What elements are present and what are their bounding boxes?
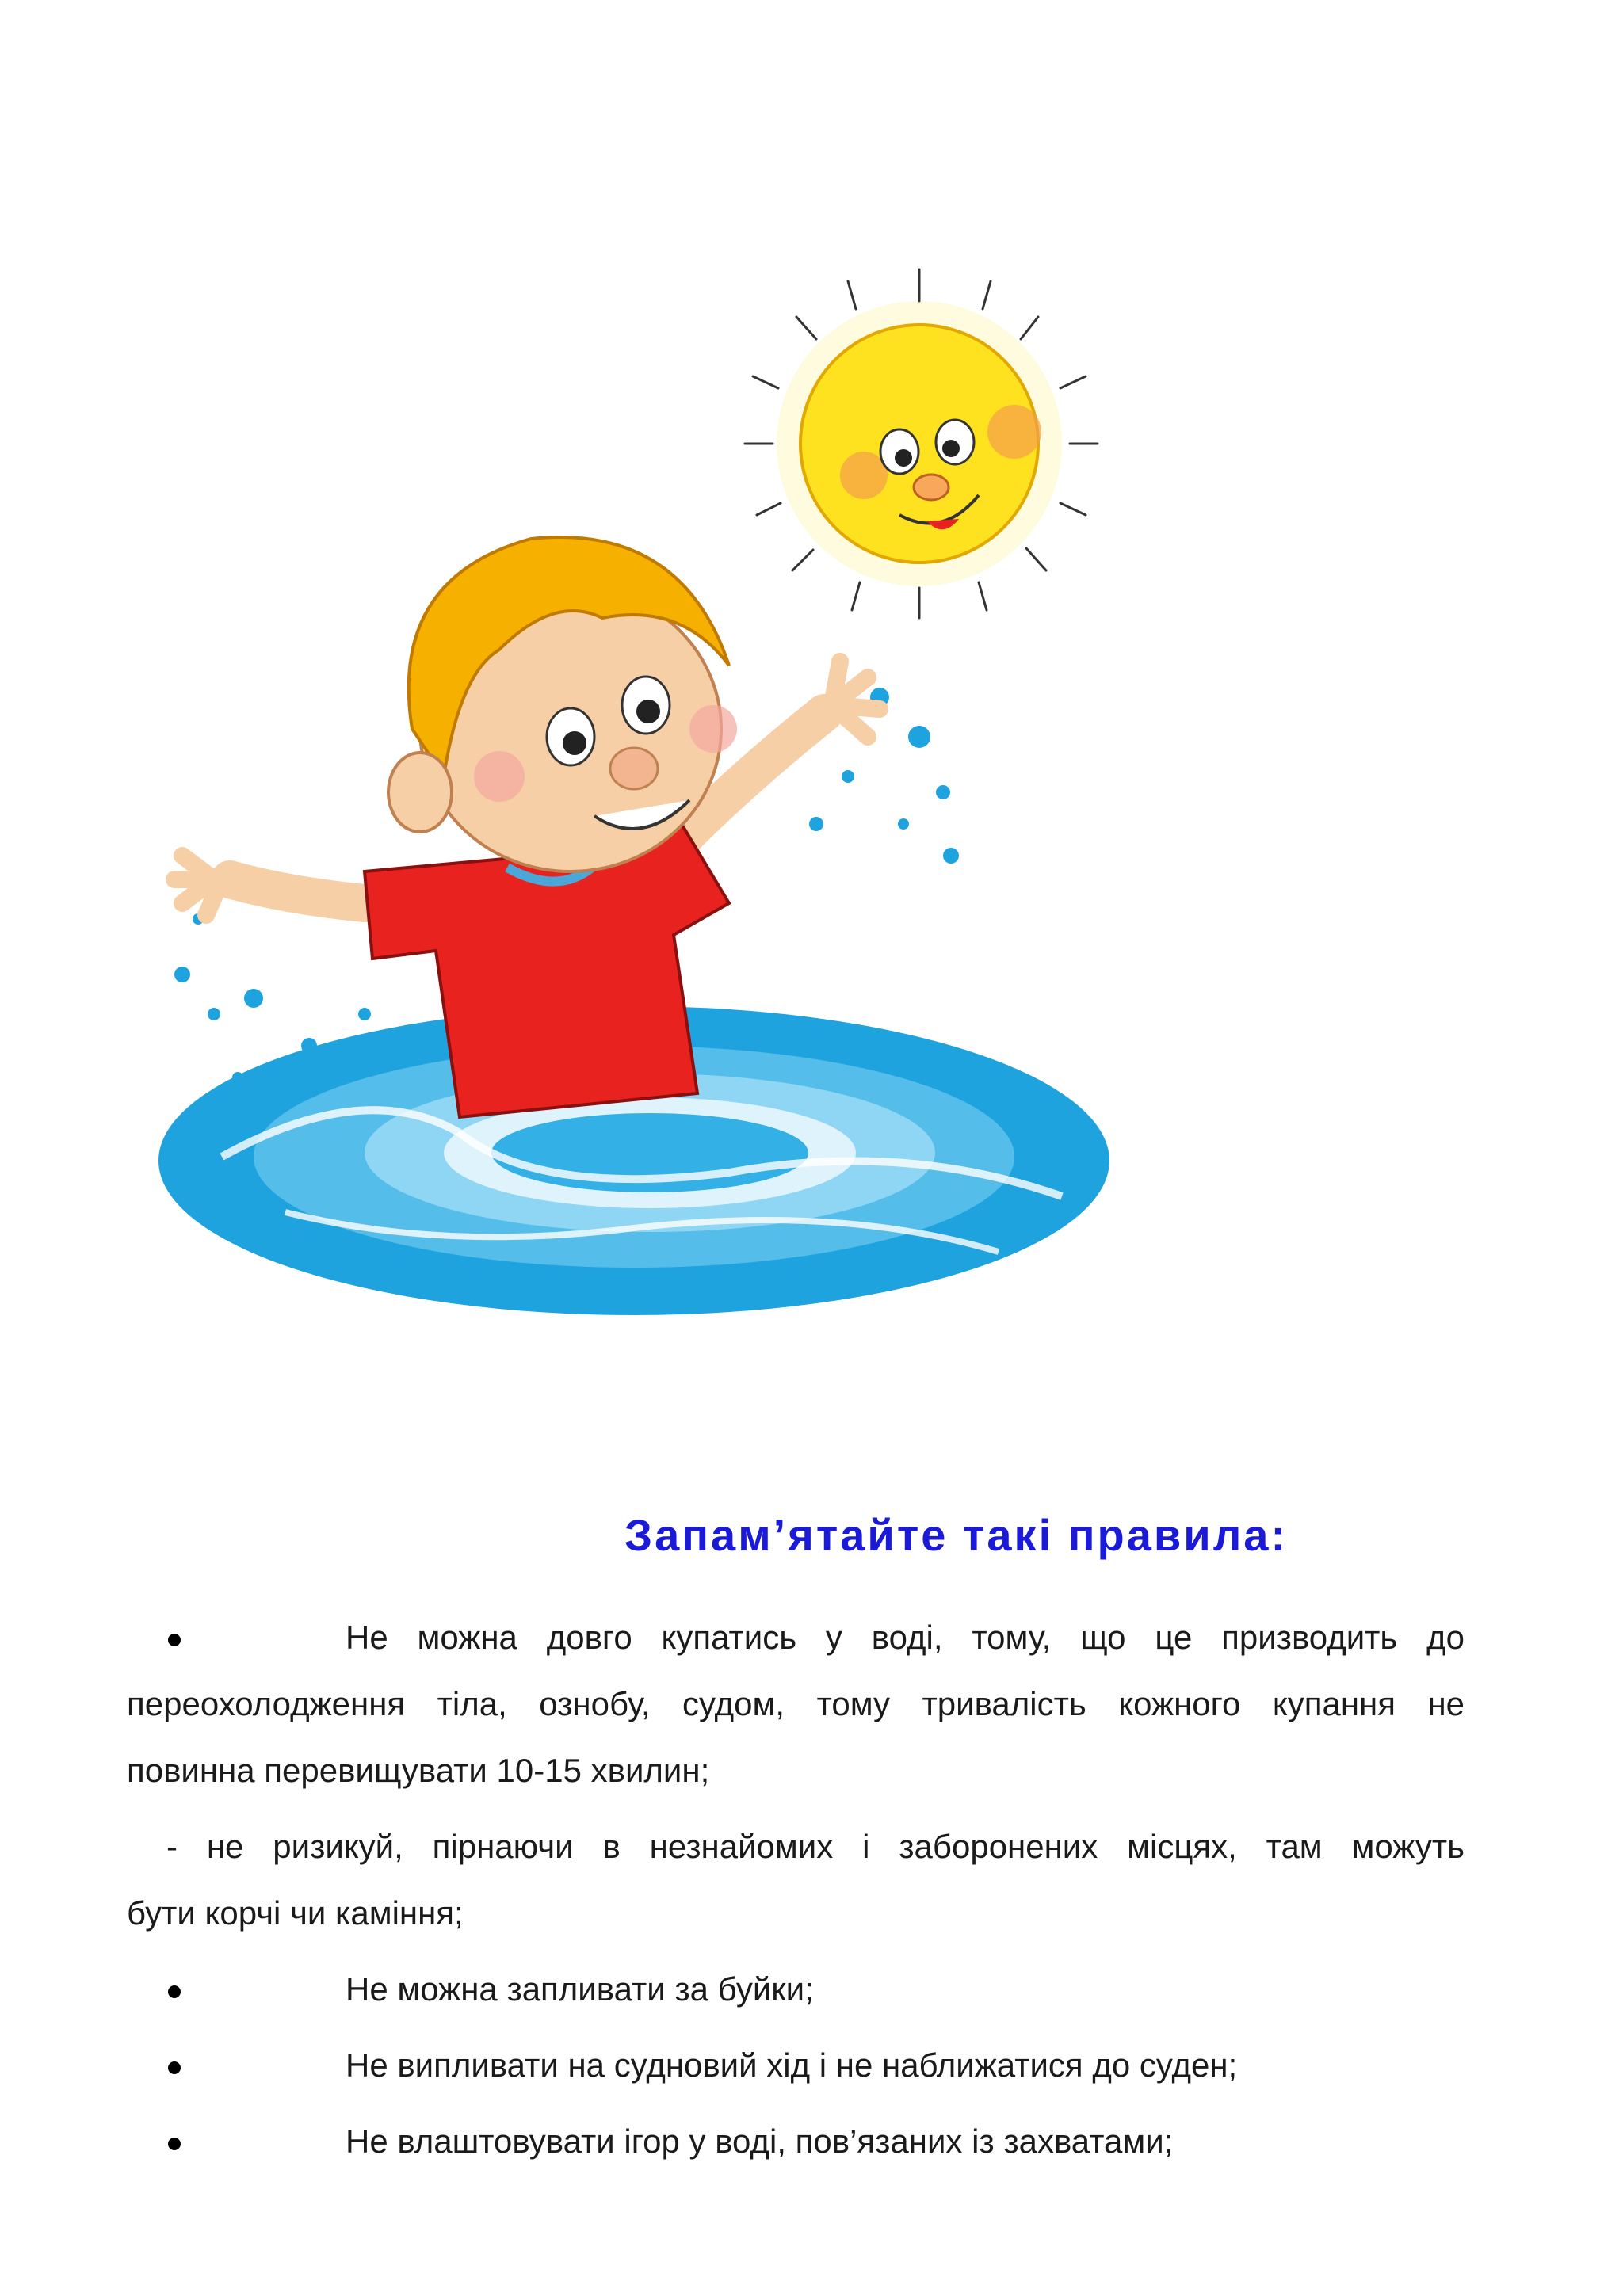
rule-item [127, 2108, 1465, 2175]
rule-item [127, 1956, 1465, 2023]
rules-list [127, 1604, 1465, 2175]
rule-text-line: Не можна довго купатись у воді, тому, що це призводить до [346, 1619, 1465, 1656]
rule-text-line: переохолодження тіла, ознобу, судом, тому тривалість кожного купання не [127, 1685, 1465, 1722]
rule-text-line: Не випливати на судновий хід і не наближатися до суден; [346, 2046, 1238, 2084]
rules-heading: Запам’ятайте такі правила: [624, 1510, 1289, 1560]
bullet-icon [168, 1634, 181, 1646]
swimming-boy-illustration [127, 222, 1205, 1347]
bullet-icon [168, 2061, 181, 2074]
sun-icon [745, 269, 1098, 618]
rule-item [127, 2032, 1465, 2099]
rule-text-line: Не влаштовувати ігор у воді, пов’язаних із захватами; [346, 2122, 1174, 2160]
bullet-icon [168, 2138, 181, 2150]
rule-text-line: бути корчі чи каміння; [127, 1894, 464, 1932]
rule-text-line: повинна перевищувати 10-15 хвилин; [127, 1752, 710, 1789]
rule-text-line: Не можна запливати за буйки; [346, 1970, 814, 2008]
rule-item [127, 1604, 1465, 1671]
bullet-icon [168, 1985, 181, 1998]
rule-text-line: - не ризикуй, пірнаючи в незнайомих і заборонених місцях, там можуть [166, 1828, 1465, 1865]
